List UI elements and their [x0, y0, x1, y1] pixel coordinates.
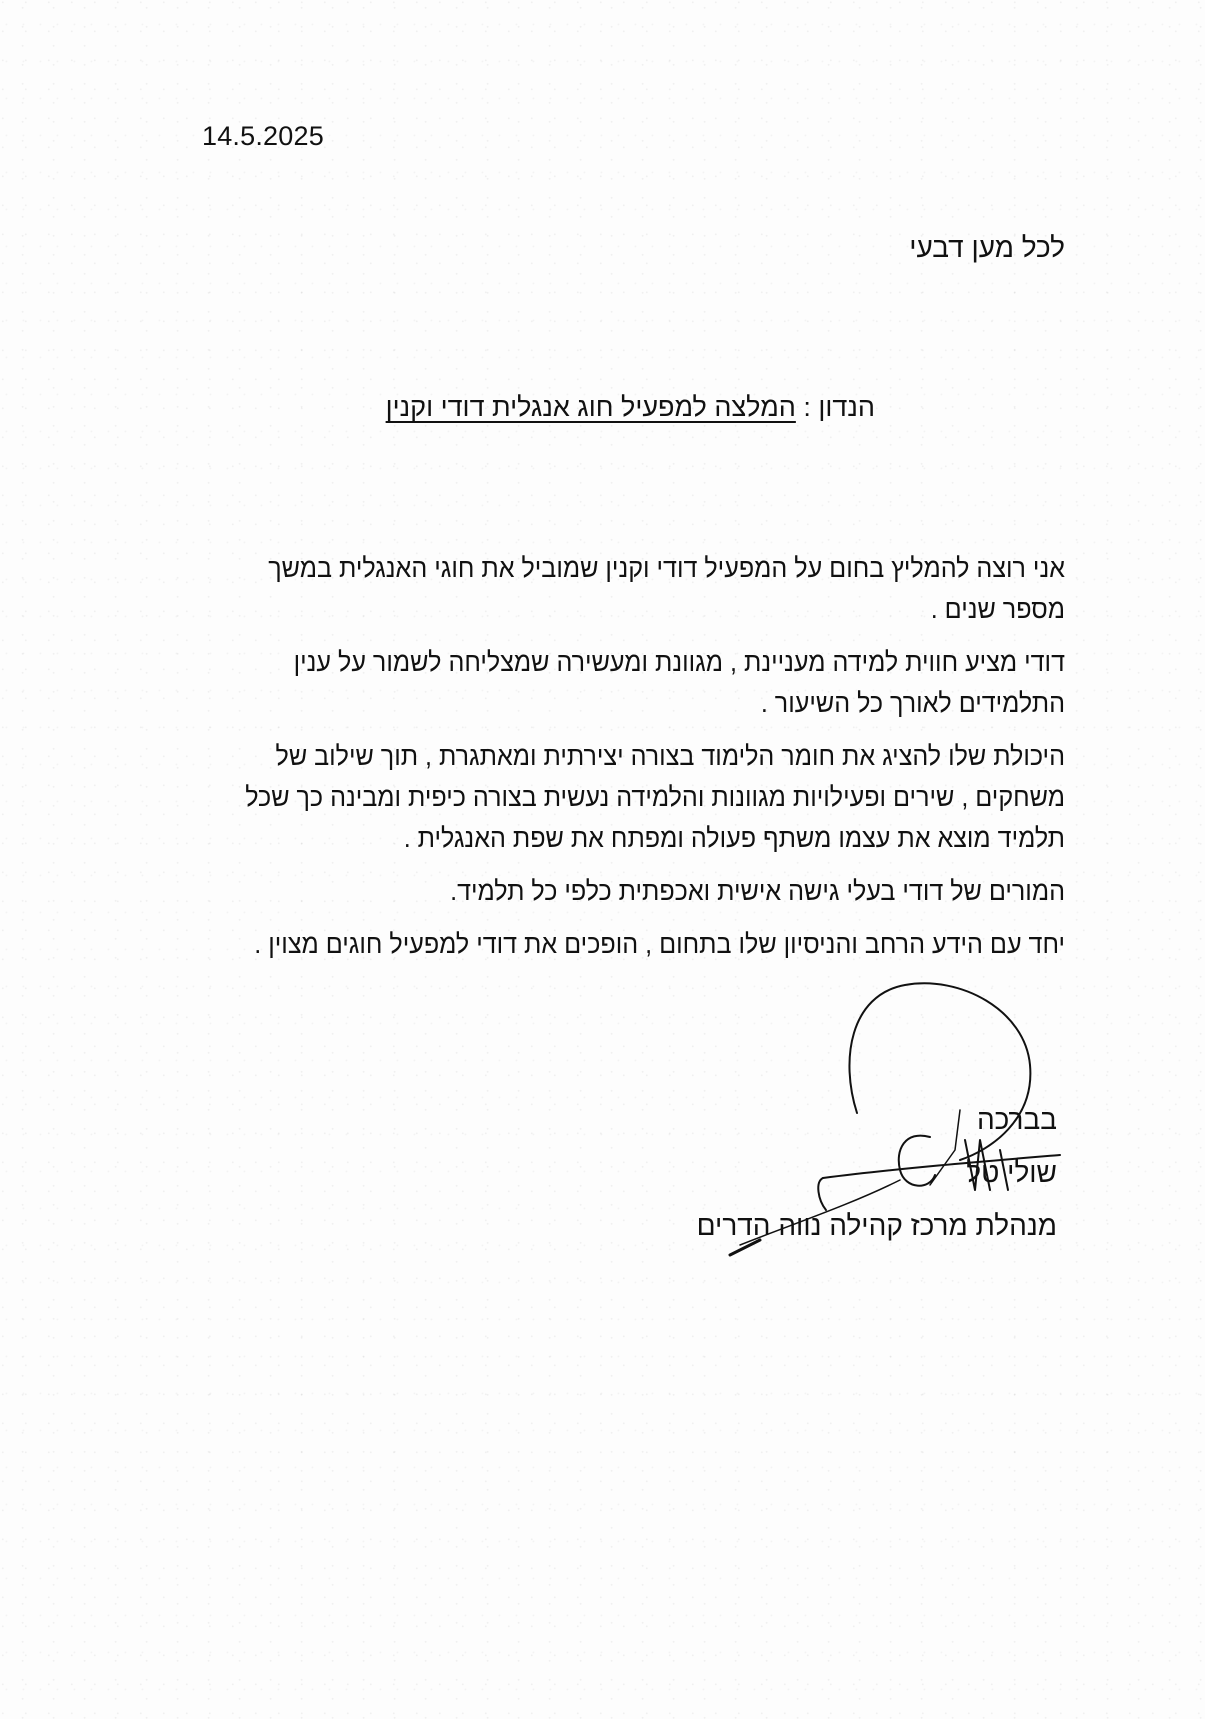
closing-greeting: בברכה: [976, 1104, 1057, 1135]
paragraph: היכולת שלו להציג את חומר הלימוד בצורה יצירתית ומאתגרת , תוך שילוב של משחקים , שירים ופעילויות מגוונות והלמידה נעשית בצורה כיפית ומבינה כך שכל תלמיד מוצא את עצמו משתף פעולה ומפתח את שפת האנגלית .: [245, 741, 1065, 853]
paragraph: אני רוצה להמליץ בחום על המפעיל דודי וקנין שמוביל את חוגי האנגלית במשך מספר שנים .: [268, 553, 1065, 624]
letter-date: 14.5.2025: [202, 121, 324, 151]
paragraph: יחד עם הידע הרחב והניסיון שלו בתחום , הופכים את דודי למפעיל חוגים מצוין .: [254, 929, 1065, 959]
subject-text: המלצה למפעיל חוג אנגלית דודי וקנין: [385, 392, 796, 422]
signer-title: מנהלת מרכז קהילה נווה הדרים: [696, 1210, 1057, 1241]
signer-name: שולי טל: [966, 1157, 1057, 1188]
salutation: לכל מען דבעי: [909, 232, 1065, 263]
subject-label: הנדון :: [803, 392, 875, 422]
paragraph: דודי מציע חווית למידה מעניינת , מגוונת ומעשירה שמצליחה לשמור על ענין התלמידים לאורך כל השיעור .: [293, 647, 1065, 718]
letter-body: [228, 548, 1065, 977]
subject-line: [386, 392, 875, 423]
closing-block: [697, 1093, 1057, 1252]
paragraph: המורים של דודי בעלי גישה אישית ואכפתית כלפי כל תלמיד.: [450, 876, 1065, 906]
